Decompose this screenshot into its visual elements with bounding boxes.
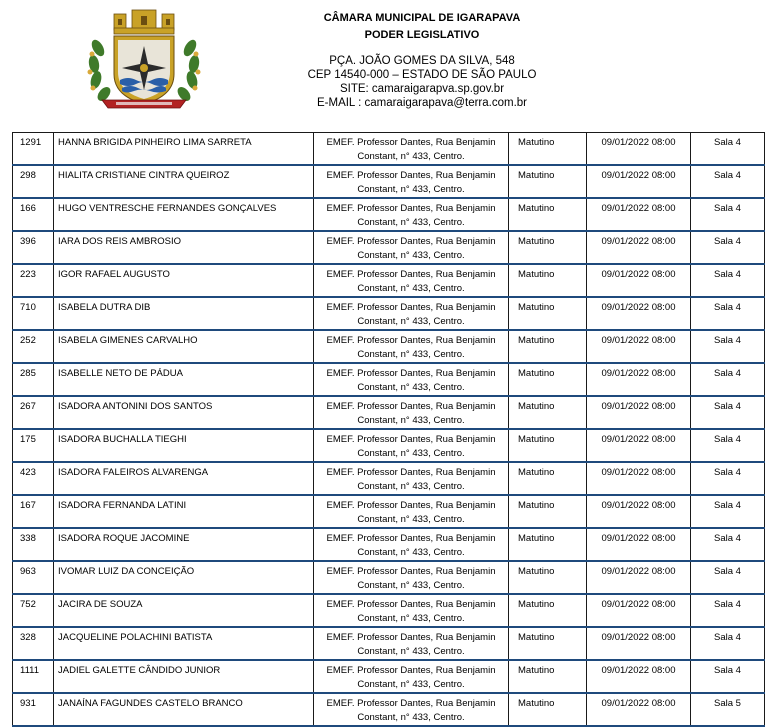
exam-location-cell	[314, 462, 509, 495]
exam-location-line-2: Constant, n° 433, Centro.	[357, 217, 465, 228]
candidate-code-cell: 338	[13, 528, 54, 561]
exam-location-line-1: EMEF. Professor Dantes, Rua Benjamin	[326, 401, 496, 412]
candidate-code-cell: 223	[13, 264, 54, 297]
shift-cell: Matutino	[509, 231, 587, 264]
room-cell: Sala 4	[691, 495, 765, 528]
room-cell: Sala 4	[691, 660, 765, 693]
exam-datetime-cell: 09/01/2022 08:00	[587, 495, 691, 528]
exam-datetime-cell: 09/01/2022 08:00	[587, 627, 691, 660]
candidate-name-cell: ISADORA FALEIROS ALVARENGA	[54, 462, 314, 495]
room-cell: Sala 4	[691, 363, 765, 396]
exam-location-line-1: EMEF. Professor Dantes, Rua Benjamin	[326, 170, 496, 181]
table-row	[13, 660, 765, 693]
exam-location-line-2: Constant, n° 433, Centro.	[357, 646, 465, 657]
exam-location-line-1: EMEF. Professor Dantes, Rua Benjamin	[326, 137, 496, 148]
candidate-code-cell: 752	[13, 594, 54, 627]
candidate-name-cell: ISABELA DUTRA DIB	[54, 297, 314, 330]
room-cell: Sala 4	[691, 429, 765, 462]
candidate-name-cell: ISADORA ROQUE JACOMINE	[54, 528, 314, 561]
exam-location-line-1: EMEF. Professor Dantes, Rua Benjamin	[326, 434, 496, 445]
table-row	[13, 429, 765, 462]
room-cell: Sala 4	[691, 627, 765, 660]
table-row	[13, 396, 765, 429]
table-row	[13, 231, 765, 264]
exam-location-line-2: Constant, n° 433, Centro.	[357, 547, 465, 558]
candidate-name-cell: IARA DOS REIS AMBROSIO	[54, 231, 314, 264]
room-cell: Sala 4	[691, 396, 765, 429]
exam-location-line-1: EMEF. Professor Dantes, Rua Benjamin	[326, 335, 496, 346]
exam-location-cell	[314, 297, 509, 330]
table-row	[13, 693, 765, 726]
candidate-code-cell: 167	[13, 495, 54, 528]
exam-location-line-2: Constant, n° 433, Centro.	[357, 415, 465, 426]
exam-location-line-2: Constant, n° 433, Centro.	[357, 613, 465, 624]
table-row	[13, 627, 765, 660]
exam-location-line-2: Constant, n° 433, Centro.	[357, 283, 465, 294]
exam-location-line-2: Constant, n° 433, Centro.	[357, 184, 465, 195]
shift-cell: Matutino	[509, 133, 587, 166]
exam-location-line-2: Constant, n° 433, Centro.	[357, 514, 465, 525]
exam-location-line-1: EMEF. Professor Dantes, Rua Benjamin	[326, 500, 496, 511]
exam-datetime-cell: 09/01/2022 08:00	[587, 429, 691, 462]
room-cell: Sala 4	[691, 264, 765, 297]
candidate-code-cell: 710	[13, 297, 54, 330]
table-row	[13, 462, 765, 495]
shift-cell: Matutino	[509, 198, 587, 231]
exam-location-line-2: Constant, n° 433, Centro.	[357, 250, 465, 261]
candidate-code-cell: 931	[13, 693, 54, 726]
table-row	[13, 165, 765, 198]
table-row	[13, 198, 765, 231]
site-line: SITE: camaraigarapva.sp.gov.br	[339, 83, 505, 95]
exam-location-line-1: EMEF. Professor Dantes, Rua Benjamin	[326, 599, 496, 610]
exam-location-line-2: Constant, n° 433, Centro.	[357, 151, 465, 162]
candidate-name-cell: HIALITA CRISTIANE CINTRA QUEIROZ	[54, 165, 314, 198]
candidate-name-cell: HANNA BRIGIDA PINHEIRO LIMA SARRETA	[54, 133, 314, 166]
candidate-name-cell: HUGO VENTRESCHE FERNANDES GONÇALVES	[54, 198, 314, 231]
exam-location-cell	[314, 627, 509, 660]
exam-location-cell	[314, 660, 509, 693]
exam-location-cell	[314, 429, 509, 462]
exam-location-line-1: EMEF. Professor Dantes, Rua Benjamin	[326, 665, 496, 676]
institution-subtitle: PODER LEGISLATIVO	[364, 29, 480, 41]
exam-location-cell	[314, 231, 509, 264]
exam-location-cell	[314, 363, 509, 396]
shift-cell: Matutino	[509, 528, 587, 561]
exam-location-cell	[314, 264, 509, 297]
candidate-name-cell: JACQUELINE POLACHINI BATISTA	[54, 627, 314, 660]
shift-cell: Matutino	[509, 495, 587, 528]
exam-location-cell	[314, 693, 509, 726]
exam-datetime-cell: 09/01/2022 08:00	[587, 297, 691, 330]
exam-location-cell	[314, 133, 509, 166]
shift-cell: Matutino	[509, 429, 587, 462]
candidate-code-cell: 175	[13, 429, 54, 462]
shift-cell: Matutino	[509, 396, 587, 429]
exam-location-line-2: Constant, n° 433, Centro.	[357, 316, 465, 327]
candidate-name-cell: ISADORA BUCHALLA TIEGHI	[54, 429, 314, 462]
table-row	[13, 561, 765, 594]
exam-location-cell	[314, 330, 509, 363]
candidates-table	[12, 132, 765, 727]
room-cell: Sala 4	[691, 561, 765, 594]
table-row	[13, 594, 765, 627]
exam-datetime-cell: 09/01/2022 08:00	[587, 528, 691, 561]
exam-location-line-1: EMEF. Professor Dantes, Rua Benjamin	[326, 203, 496, 214]
room-cell: Sala 4	[691, 330, 765, 363]
room-cell: Sala 4	[691, 297, 765, 330]
exam-location-cell	[314, 594, 509, 627]
exam-location-line-1: EMEF. Professor Dantes, Rua Benjamin	[326, 632, 496, 643]
exam-location-line-2: Constant, n° 433, Centro.	[357, 712, 465, 723]
header-text-block	[250, 10, 594, 110]
shift-cell: Matutino	[509, 627, 587, 660]
exam-location-line-1: EMEF. Professor Dantes, Rua Benjamin	[326, 467, 496, 478]
shift-cell: Matutino	[509, 264, 587, 297]
candidate-code-cell: 963	[13, 561, 54, 594]
exam-datetime-cell: 09/01/2022 08:00	[587, 231, 691, 264]
room-cell: Sala 4	[691, 528, 765, 561]
room-cell: Sala 4	[691, 198, 765, 231]
candidate-code-cell: 1111	[13, 660, 54, 693]
exam-datetime-cell: 09/01/2022 08:00	[587, 660, 691, 693]
candidate-name-cell: IGOR RAFAEL AUGUSTO	[54, 264, 314, 297]
shift-cell: Matutino	[509, 660, 587, 693]
document-header	[0, 0, 774, 130]
institution-name: CÂMARA MUNICIPAL DE IGARAPAVA	[323, 12, 521, 24]
table-row	[13, 363, 765, 396]
table-row	[13, 330, 765, 363]
exam-location-cell	[314, 561, 509, 594]
shift-cell: Matutino	[509, 462, 587, 495]
exam-location-cell	[314, 528, 509, 561]
exam-location-line-2: Constant, n° 433, Centro.	[357, 679, 465, 690]
room-cell: Sala 4	[691, 594, 765, 627]
exam-location-line-1: EMEF. Professor Dantes, Rua Benjamin	[326, 269, 496, 280]
shift-cell: Matutino	[509, 594, 587, 627]
shift-cell: Matutino	[509, 165, 587, 198]
exam-location-line-2: Constant, n° 433, Centro.	[357, 448, 465, 459]
email-line: E-MAIL : camaraigarapava@terra.com.br	[316, 97, 527, 109]
candidates-table-body	[13, 133, 765, 727]
exam-location-line-1: EMEF. Professor Dantes, Rua Benjamin	[326, 566, 496, 577]
candidate-code-cell: 285	[13, 363, 54, 396]
address-line: PÇA. JOÃO GOMES DA SILVA, 548	[329, 55, 515, 67]
table-row	[13, 297, 765, 330]
shift-cell: Matutino	[509, 330, 587, 363]
exam-location-cell	[314, 165, 509, 198]
room-cell: Sala 4	[691, 133, 765, 166]
room-cell: Sala 4	[691, 165, 765, 198]
shift-cell: Matutino	[509, 561, 587, 594]
exam-datetime-cell: 09/01/2022 08:00	[587, 594, 691, 627]
exam-datetime-cell: 09/01/2022 08:00	[587, 264, 691, 297]
candidate-name-cell: JANAÍNA FAGUNDES CASTELO BRANCO	[54, 693, 314, 726]
exam-location-cell	[314, 198, 509, 231]
exam-datetime-cell: 09/01/2022 08:00	[587, 198, 691, 231]
exam-location-line-1: EMEF. Professor Dantes, Rua Benjamin	[326, 236, 496, 247]
shift-cell: Matutino	[509, 297, 587, 330]
exam-datetime-cell: 09/01/2022 08:00	[587, 462, 691, 495]
exam-datetime-cell: 09/01/2022 08:00	[587, 133, 691, 166]
exam-location-line-2: Constant, n° 433, Centro.	[357, 580, 465, 591]
exam-datetime-cell: 09/01/2022 08:00	[587, 693, 691, 726]
candidate-code-cell: 328	[13, 627, 54, 660]
candidate-name-cell: ISADORA ANTONINI DOS SANTOS	[54, 396, 314, 429]
candidate-code-cell: 166	[13, 198, 54, 231]
table-row	[13, 528, 765, 561]
cep-line: CEP 14540-000 – ESTADO DE SÃO PAULO	[307, 69, 537, 81]
candidate-code-cell: 267	[13, 396, 54, 429]
candidate-name-cell: IVOMAR LUIZ DA CONCEIÇÃO	[54, 561, 314, 594]
shift-cell: Matutino	[509, 363, 587, 396]
candidate-code-cell: 396	[13, 231, 54, 264]
exam-location-line-2: Constant, n° 433, Centro.	[357, 382, 465, 393]
room-cell: Sala 4	[691, 231, 765, 264]
exam-location-line-1: EMEF. Professor Dantes, Rua Benjamin	[326, 533, 496, 544]
candidate-code-cell: 298	[13, 165, 54, 198]
candidate-code-cell: 252	[13, 330, 54, 363]
exam-datetime-cell: 09/01/2022 08:00	[587, 363, 691, 396]
candidate-code-cell: 423	[13, 462, 54, 495]
table-row	[13, 264, 765, 297]
exam-location-line-2: Constant, n° 433, Centro.	[357, 481, 465, 492]
exam-location-line-2: Constant, n° 433, Centro.	[357, 349, 465, 360]
shift-cell: Matutino	[509, 693, 587, 726]
room-cell: Sala 4	[691, 462, 765, 495]
exam-datetime-cell: 09/01/2022 08:00	[587, 330, 691, 363]
table-row	[13, 133, 765, 166]
exam-location-cell	[314, 396, 509, 429]
candidate-name-cell: ISABELLE NETO DE PÁDUA	[54, 363, 314, 396]
candidate-name-cell: JACIRA DE SOUZA	[54, 594, 314, 627]
candidate-name-cell: JADIEL GALETTE CÂNDIDO JUNIOR	[54, 660, 314, 693]
exam-location-cell	[314, 495, 509, 528]
room-cell: Sala 5	[691, 693, 765, 726]
exam-datetime-cell: 09/01/2022 08:00	[587, 561, 691, 594]
candidate-code-cell: 1291	[13, 133, 54, 166]
table-row	[13, 495, 765, 528]
exam-datetime-cell: 09/01/2022 08:00	[587, 396, 691, 429]
coat-of-arms-seal-icon	[84, 8, 204, 114]
exam-location-line-1: EMEF. Professor Dantes, Rua Benjamin	[326, 368, 496, 379]
exam-datetime-cell: 09/01/2022 08:00	[587, 165, 691, 198]
exam-location-line-1: EMEF. Professor Dantes, Rua Benjamin	[326, 302, 496, 313]
exam-location-line-1: EMEF. Professor Dantes, Rua Benjamin	[326, 698, 496, 709]
candidate-name-cell: ISADORA FERNANDA LATINI	[54, 495, 314, 528]
candidate-name-cell: ISABELA GIMENES CARVALHO	[54, 330, 314, 363]
